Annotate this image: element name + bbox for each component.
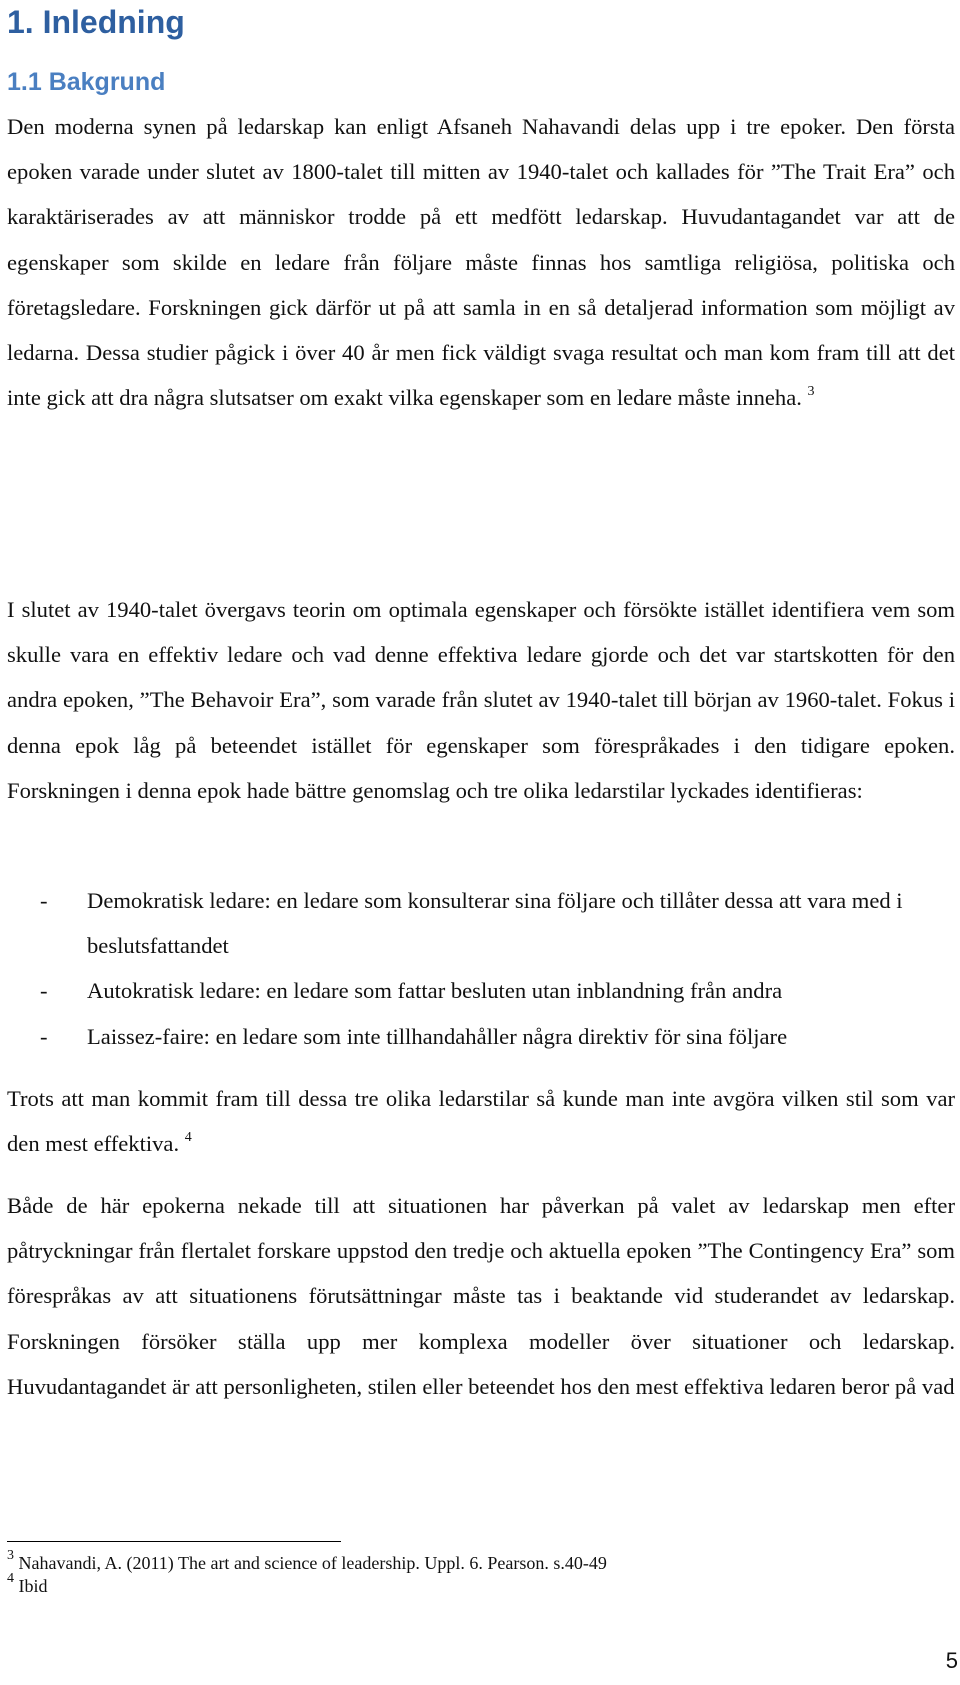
chapter-title: 1. Inledning bbox=[7, 4, 185, 40]
list-item-text: Autokratisk ledare: en ledare som fattar besluten utan inblandning från andra bbox=[87, 978, 783, 1004]
list-item bbox=[7, 968, 955, 1013]
list-item-text: Laissez-faire: en ledare som inte tillhandahåller några direktiv för sina följare bbox=[87, 1023, 788, 1049]
paragraph-conclusion bbox=[7, 1076, 955, 1166]
list-marker: - bbox=[40, 978, 48, 1004]
page-number: 5 bbox=[945, 1648, 958, 1673]
list-item-text: Demokratisk ledare: en ledare som konsulterar sina följare och tillåter dessa att vara med i beslutsfattandet bbox=[87, 888, 903, 959]
section-title: 1.1 Bakgrund bbox=[7, 68, 166, 96]
paragraph-behavior-era: I slutet av 1940-talet övergavs teorin om optimala egenskaper och försökte istället identifiera vem som skulle vara en effektiv ledare och vad denne effektiva ledare gjorde och det var startskotten för den andra epoken, ”The Behavoir Era”, som varade från slutet av 1940-talet till början av 1960-talet. Fokus i denna epok låg på beteendet istället för egenskaper som förespråkades i den tidigare epoken. Forskningen i denna epok hade bättre genomslag och tre olika ledarstilar lyckades identifieras: bbox=[7, 597, 955, 803]
list-marker: - bbox=[40, 1023, 48, 1049]
paragraph-text: Den moderna synen på ledarskap kan enligt Afsaneh Nahavandi delas upp i tre epoker. Den första epoken varade under slutet av 1800-talet till mitten av 1940-talet och kallades för ”The Trait Era” och karaktäriserades av att människor trodde på ett medfött ledarskap. Huvudantagandet var att de egenskaper som skilde en ledare från följare måste finnas hos samtliga religiösa, politiska och företagsledare. Forskningen gick därför ut på att samla in en så detaljerad information som möjligt av ledarna. Dessa studier pågick i över 40 år men fick väldigt svaga resultat och man kom fram till att det inte gick att dra några slutsatser om exakt vilka egenskaper som en ledare måste inneha. bbox=[7, 114, 955, 411]
footnote bbox=[7, 1548, 607, 1575]
footnote-number: 4 bbox=[7, 1571, 14, 1586]
footnote-divider bbox=[7, 1541, 341, 1542]
footnote-text: Ibid bbox=[18, 1576, 48, 1596]
paragraph-text: Trots att man kommit fram till dessa tre olika ledarstilar så kunde man inte avgöra vilken stil som var den mest effektiva. bbox=[7, 1086, 955, 1157]
footnote-number: 3 bbox=[7, 1548, 14, 1563]
footnote-reference[interactable]: 3 bbox=[807, 384, 815, 400]
list-marker: - bbox=[40, 888, 48, 913]
list-item bbox=[7, 878, 955, 968]
footnote bbox=[7, 1571, 48, 1598]
paragraph-contingency-era: Både de här epokerna nekade till att situationen har påverkan på valet av ledarskap men efter påtryckningar från flertalet forskare uppstod den tredje och aktuella epoken ”The Contingency Era” som förespråkas av att situationens förutsättningar måste tas i beaktande vid studerandet av ledarskap. Forskningen försöker ställa upp mer komplexa modeller över situationer och ledarskap. Huvudantagandet är att personligheten, stilen eller beteendet hos den mest effektiva ledaren beror på vad bbox=[7, 1193, 955, 1399]
footnote-text: Nahavandi, A. (2011) The art and science of leadership. Uppl. 6. Pearson. s.40-49 bbox=[18, 1553, 607, 1573]
list-item bbox=[7, 1014, 955, 1059]
footnote-reference[interactable]: 4 bbox=[184, 1130, 192, 1146]
paragraph-trait-era bbox=[7, 104, 955, 420]
leadership-styles-list bbox=[7, 878, 955, 1059]
